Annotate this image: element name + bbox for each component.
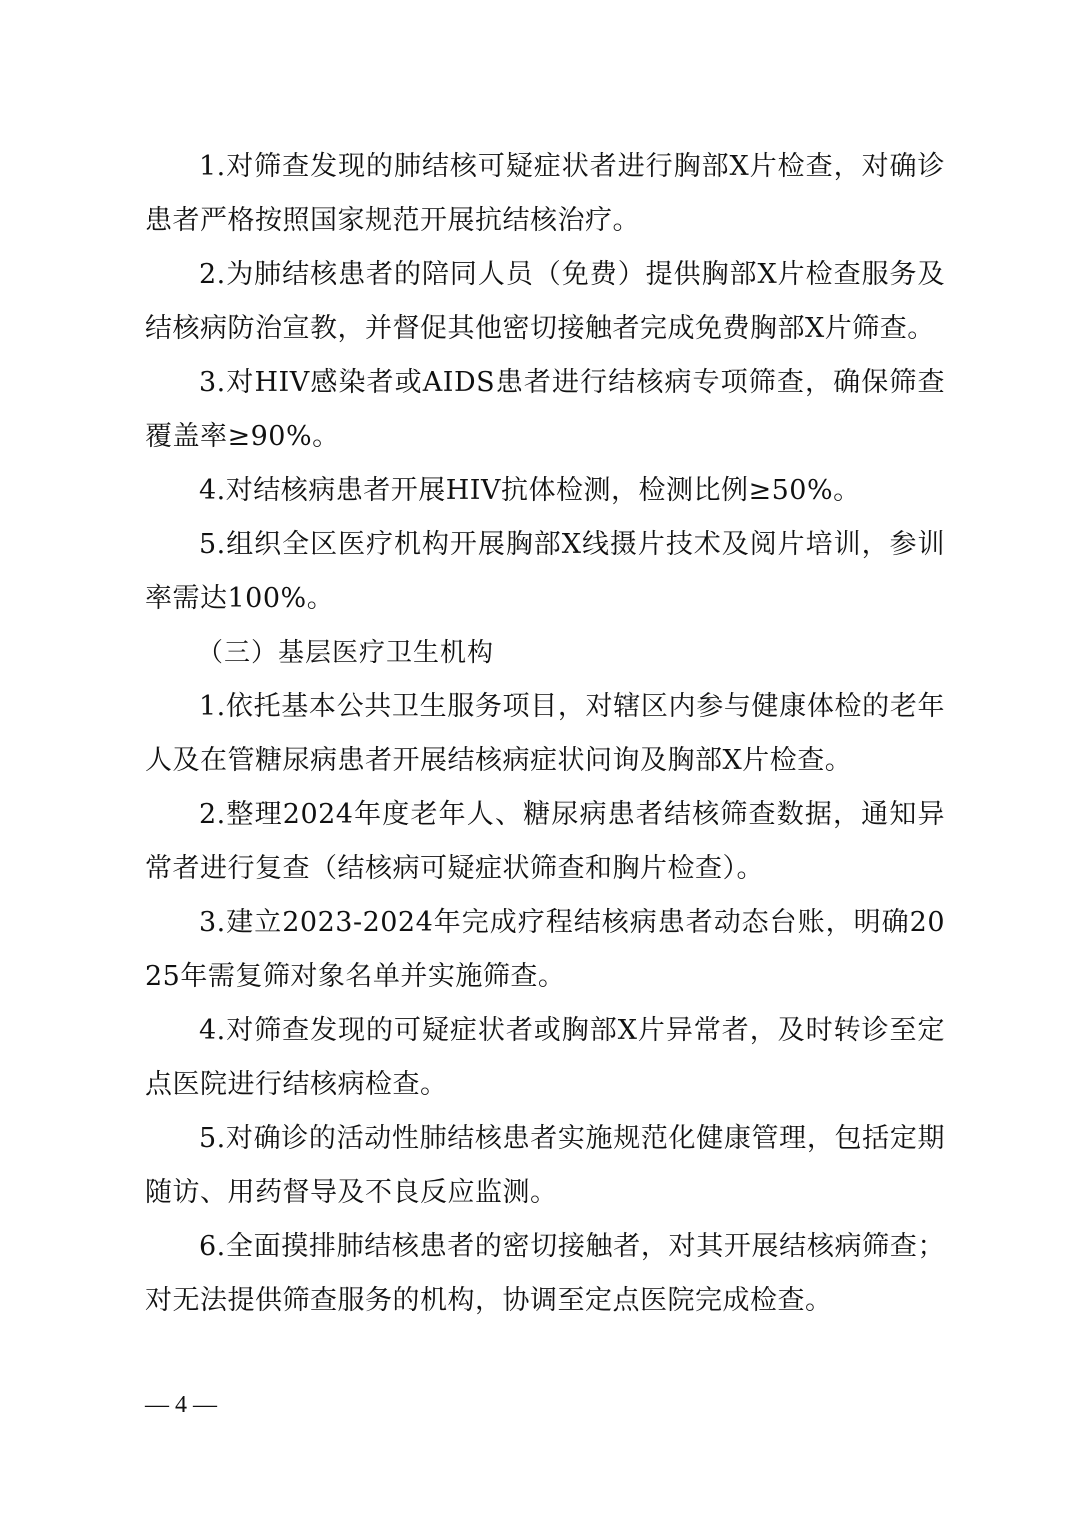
section-heading: （三）基层医疗卫生机构 <box>197 638 495 668</box>
paragraph-item: 4.对筛查发现的可疑症状者或胸部X片异常者，及时转诊至定点医院进行结核病检查。 <box>145 1015 945 1100</box>
paragraph-item: 1.依托基本公共卫生服务项目，对辖区内参与健康体检的老年人及在管糖尿病患者开展结核病症状问询及胸部X片检查。 <box>145 691 945 776</box>
paragraph-item: 2.整理2024年度老年人、糖尿病患者结核筛查数据，通知异常者进行复查（结核病可疑症状筛查和胸片检查）。 <box>145 799 945 884</box>
page-number: — 4 — <box>145 1392 217 1418</box>
paragraph-item: 2.为肺结核患者的陪同人员（免费）提供胸部X片检查服务及结核病防治宣教，并督促其他密切接触者完成免费胸部X片筛查。 <box>145 259 945 344</box>
paragraph-item: 4.对结核病患者开展HIV抗体检测，检测比例≥50%。 <box>199 475 861 506</box>
paragraph-item: 3.对HIV感染者或AIDS患者进行结核病专项筛查，确保筛查覆盖率≥90%。 <box>145 367 945 452</box>
paragraph-item: 6.全面摸排肺结核患者的密切接触者，对其开展结核病筛查；对无法提供筛查服务的机构，协调至定点医院完成检查。 <box>145 1231 945 1316</box>
paragraph-item: 5.对确诊的活动性肺结核患者实施规范化健康管理，包括定期随访、用药督导及不良反应监测。 <box>145 1123 945 1208</box>
paragraph-item: 5.组织全区医疗机构开展胸部X线摄片技术及阅片培训，参训率需达100%。 <box>145 529 945 614</box>
document-body <box>145 140 945 1328</box>
paragraph-item: 3.建立2023-2024年完成疗程结核病患者动态台账，明确2025年需复筛对象名单并实施筛查。 <box>145 907 945 992</box>
paragraph-item: 1.对筛查发现的肺结核可疑症状者进行胸部X片检查，对确诊患者严格按照国家规范开展抗结核治疗。 <box>145 151 945 236</box>
